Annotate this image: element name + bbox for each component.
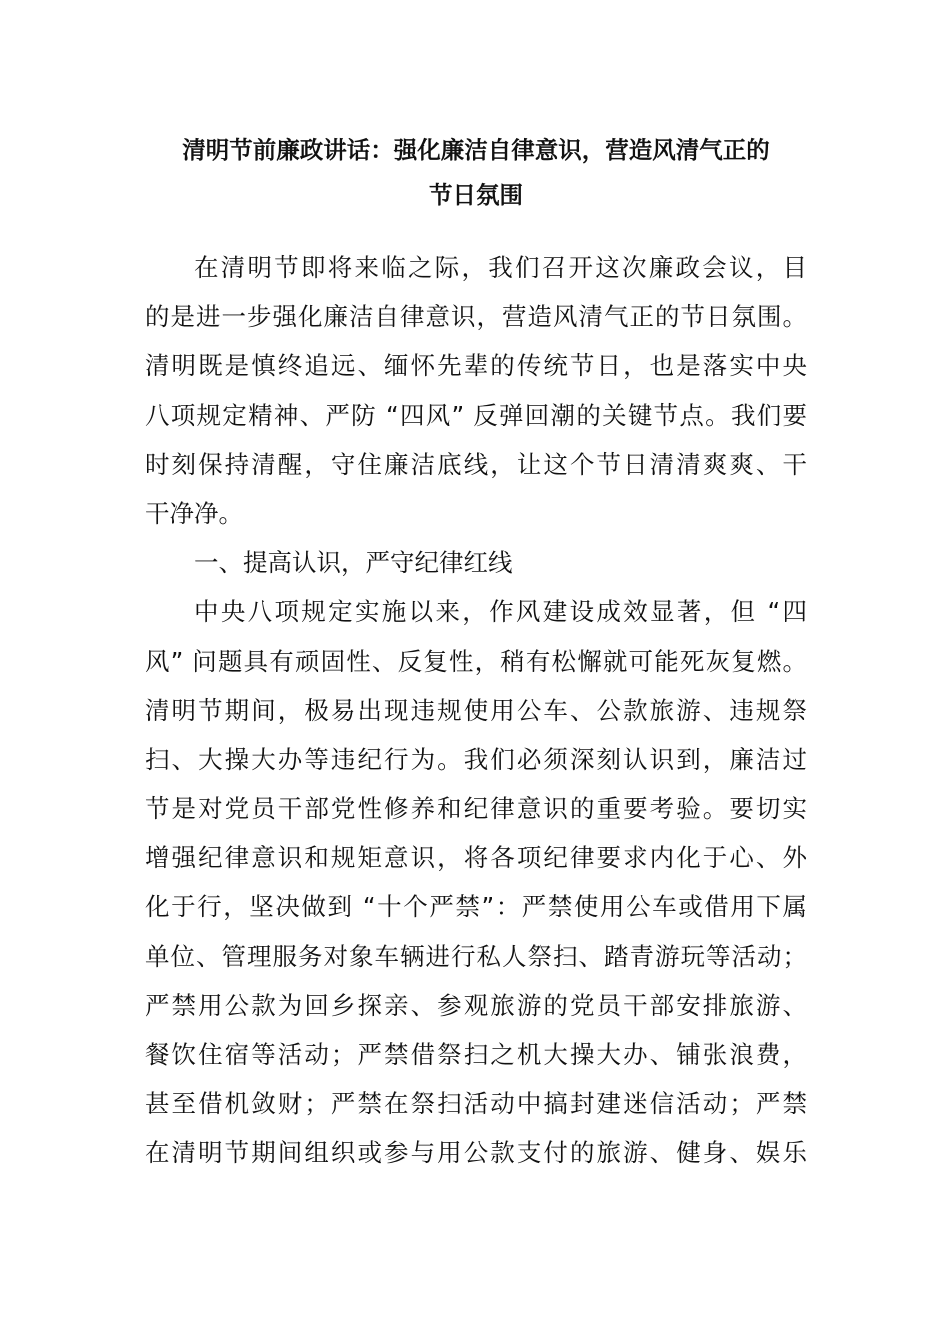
document-body	[145, 243, 807, 1178]
text-line: 清明既是慎终追远、缅怀先辈的传统节日，也是落实中央	[145, 351, 807, 381]
text-line: 甚至借机敛财；严禁在祭扫活动中搞封建迷信活动；严禁	[145, 1089, 807, 1119]
text-line: 在清明节期间组织或参与用公款支付的旅游、健身、娱乐	[145, 1138, 807, 1168]
text-line: 风” 问题具有顽固性、反复性，稍有松懈就可能死灰复燃。	[145, 646, 807, 676]
document-title	[145, 128, 807, 218]
text-line: 时刻保持清醒，守住廉洁底线，让这个节日清清爽爽、干	[145, 449, 807, 479]
text-line: 的是进一步强化廉洁自律意识，营造风清气正的节日氛围。	[145, 302, 807, 332]
text-line: 化于行，坚决做到 “十个严禁”：严禁使用公车或借用下属	[145, 892, 807, 922]
text-line: 一、提高认识，严守纪律红线	[194, 548, 513, 578]
title-line: 清明节前廉政讲话：强化廉洁自律意识，营造风清气正的	[182, 136, 770, 164]
text-line: 增强纪律意识和规矩意识，将各项纪律要求内化于心、外	[145, 843, 807, 873]
text-line: 扫、大操大办等违纪行为。我们必须深刻认识到，廉洁过	[145, 744, 807, 774]
text-line: 清明节期间，极易出现违规使用公车、公款旅游、违规祭	[145, 695, 807, 725]
text-line: 节是对党员干部党性修养和纪律意识的重要考验。要切实	[145, 794, 807, 824]
text-line: 八项规定精神、严防 “四风” 反弹回潮的关键节点。我们要	[145, 400, 807, 430]
text-line: 在清明节即将来临之际，我们召开这次廉政会议，目	[194, 253, 807, 282]
text-line: 严禁用公款为回乡探亲、参观旅游的党员干部安排旅游、	[145, 990, 807, 1020]
title-line: 节日氛围	[429, 181, 523, 209]
text-line: 单位、管理服务对象车辆进行私人祭扫、踏青游玩等活动；	[145, 941, 807, 971]
text-line: 餐饮住宿等活动；严禁借祭扫之机大操大办、铺张浪费，	[145, 1040, 807, 1069]
text-line: 干净净。	[145, 498, 243, 528]
text-line: 中央八项规定实施以来，作风建设成效显著，但 “四	[194, 597, 807, 627]
